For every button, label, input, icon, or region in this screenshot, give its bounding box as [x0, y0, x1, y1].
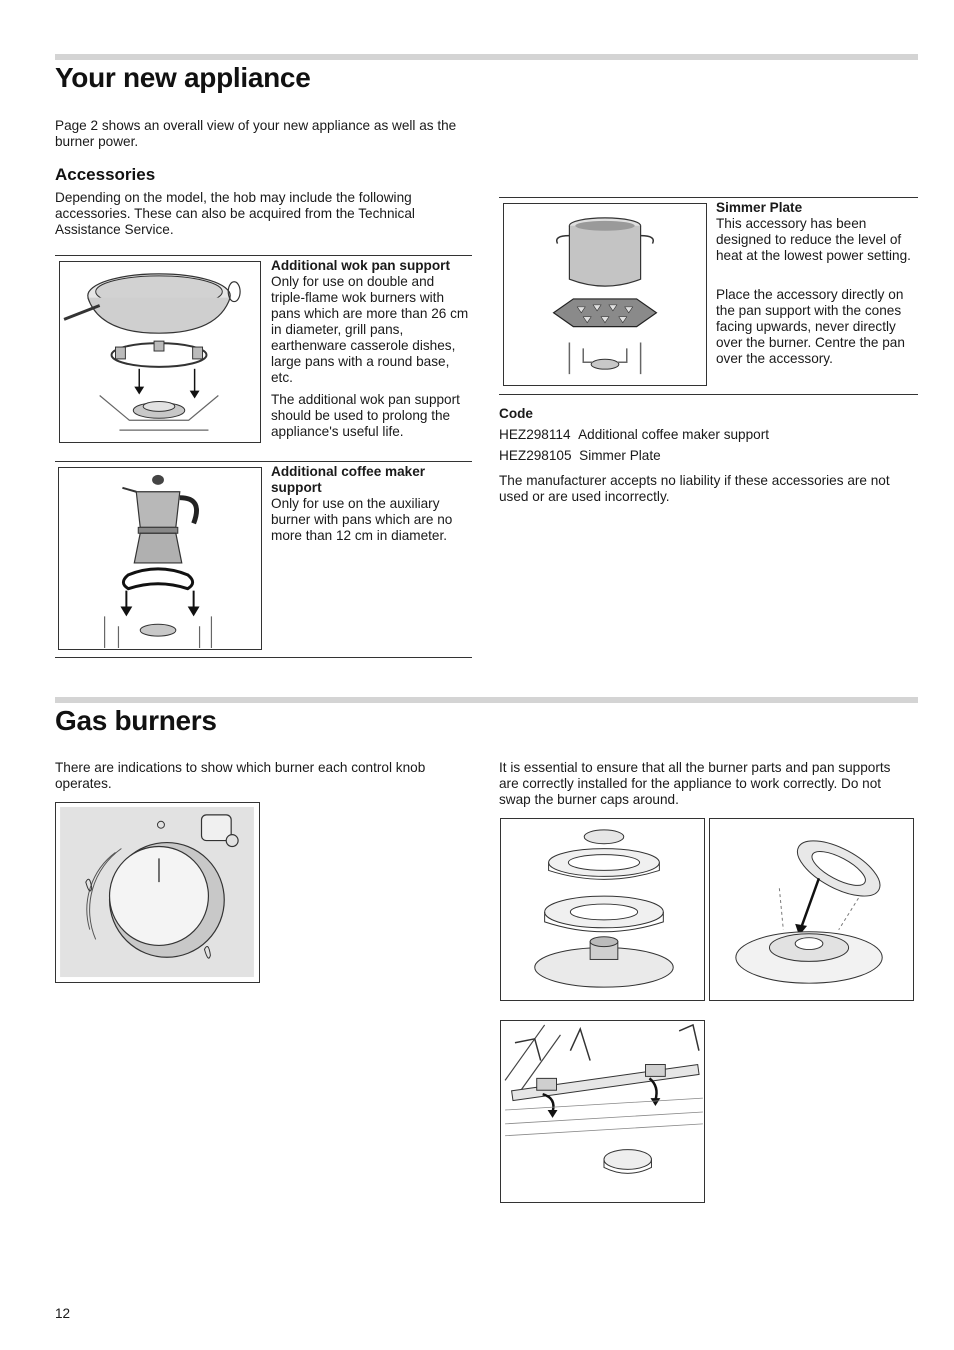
section-divider — [55, 54, 918, 60]
page-title: Your new appliance — [55, 62, 311, 93]
section-divider — [55, 697, 918, 703]
accessories-intro: Depending on the model, the hob may include the following accessories. These can also be acquired from the Technical Assistance Service. — [55, 190, 415, 237]
code-label: Simmer Plate — [579, 448, 661, 463]
intro-paragraph: Page 2 shows an overall view of your new appliance as well as the burner power. — [55, 118, 457, 149]
coffee-description: Only for use on the auxiliary burner with pans which are no more than 12 cm in diameter. — [271, 496, 453, 543]
coffee-title: Additional coffee maker support — [271, 464, 426, 495]
simmer-placement-note: Place the accessory directly on the pan support with the cones facing upwards, never directly over the burner. Centre the pan over the accessory. — [716, 287, 905, 366]
code-number: HEZ298114 — [499, 427, 571, 442]
pan-support-drawing — [501, 1021, 704, 1202]
table-rule — [55, 255, 472, 256]
table-rule — [55, 461, 472, 462]
coffee-support-illustration — [58, 467, 262, 650]
wok-description: Only for use on double and triple-flame wok burners with pans which are more than 26 cm in diameter, grill pans, earthenware casserole dishes, large pans with a round base, etc. — [271, 274, 469, 385]
code-row — [499, 427, 919, 443]
knob-indication-text: There are indications to show which burner each control knob operates. — [55, 760, 426, 791]
table-rule — [55, 657, 472, 658]
burner-installation-text: It is essential to ensure that all the burner parts and pan supports are correctly installed for the appliance to work correctly. Do not swap the burner caps around. — [499, 760, 891, 807]
burner-cap-assembly-illustration — [709, 818, 914, 1001]
burner-cap-drawing — [710, 819, 913, 1000]
accessories-heading: Accessories — [55, 165, 156, 184]
wok-support-illustration — [59, 261, 261, 443]
liability-disclaimer: The manufacturer accepts no liability if these accessories are not used or are used incorrectly. — [499, 473, 890, 504]
simmer-description: This accessory has been designed to reduce the level of heat at the lowest power setting. — [716, 216, 911, 263]
section-title-gas-burners: Gas burners — [55, 705, 217, 736]
table-rule — [499, 394, 918, 395]
coffee-maker-drawing — [59, 468, 261, 649]
code-label: Additional coffee maker support — [578, 427, 770, 442]
simmer-plate-illustration — [503, 203, 707, 386]
code-row — [499, 448, 919, 464]
wok-drawing — [60, 262, 260, 442]
table-rule — [499, 197, 918, 198]
simmer-plate-drawing — [504, 204, 706, 385]
wok-title: Additional wok pan support — [271, 258, 450, 273]
burner-parts-exploded-illustration — [500, 818, 705, 1001]
control-knob-illustration — [55, 802, 260, 983]
wok-lifetime-note: The additional wok pan support should be used to prolong the appliance's useful life. — [271, 392, 460, 439]
code-heading: Code — [499, 406, 533, 421]
pan-support-installation-illustration — [500, 1020, 705, 1203]
burner-exploded-drawing — [501, 819, 704, 1000]
simmer-title: Simmer Plate — [716, 200, 803, 215]
code-number: HEZ298105 — [499, 448, 572, 463]
page-number: 12 — [55, 1306, 71, 1321]
control-knob-drawing — [56, 803, 259, 982]
